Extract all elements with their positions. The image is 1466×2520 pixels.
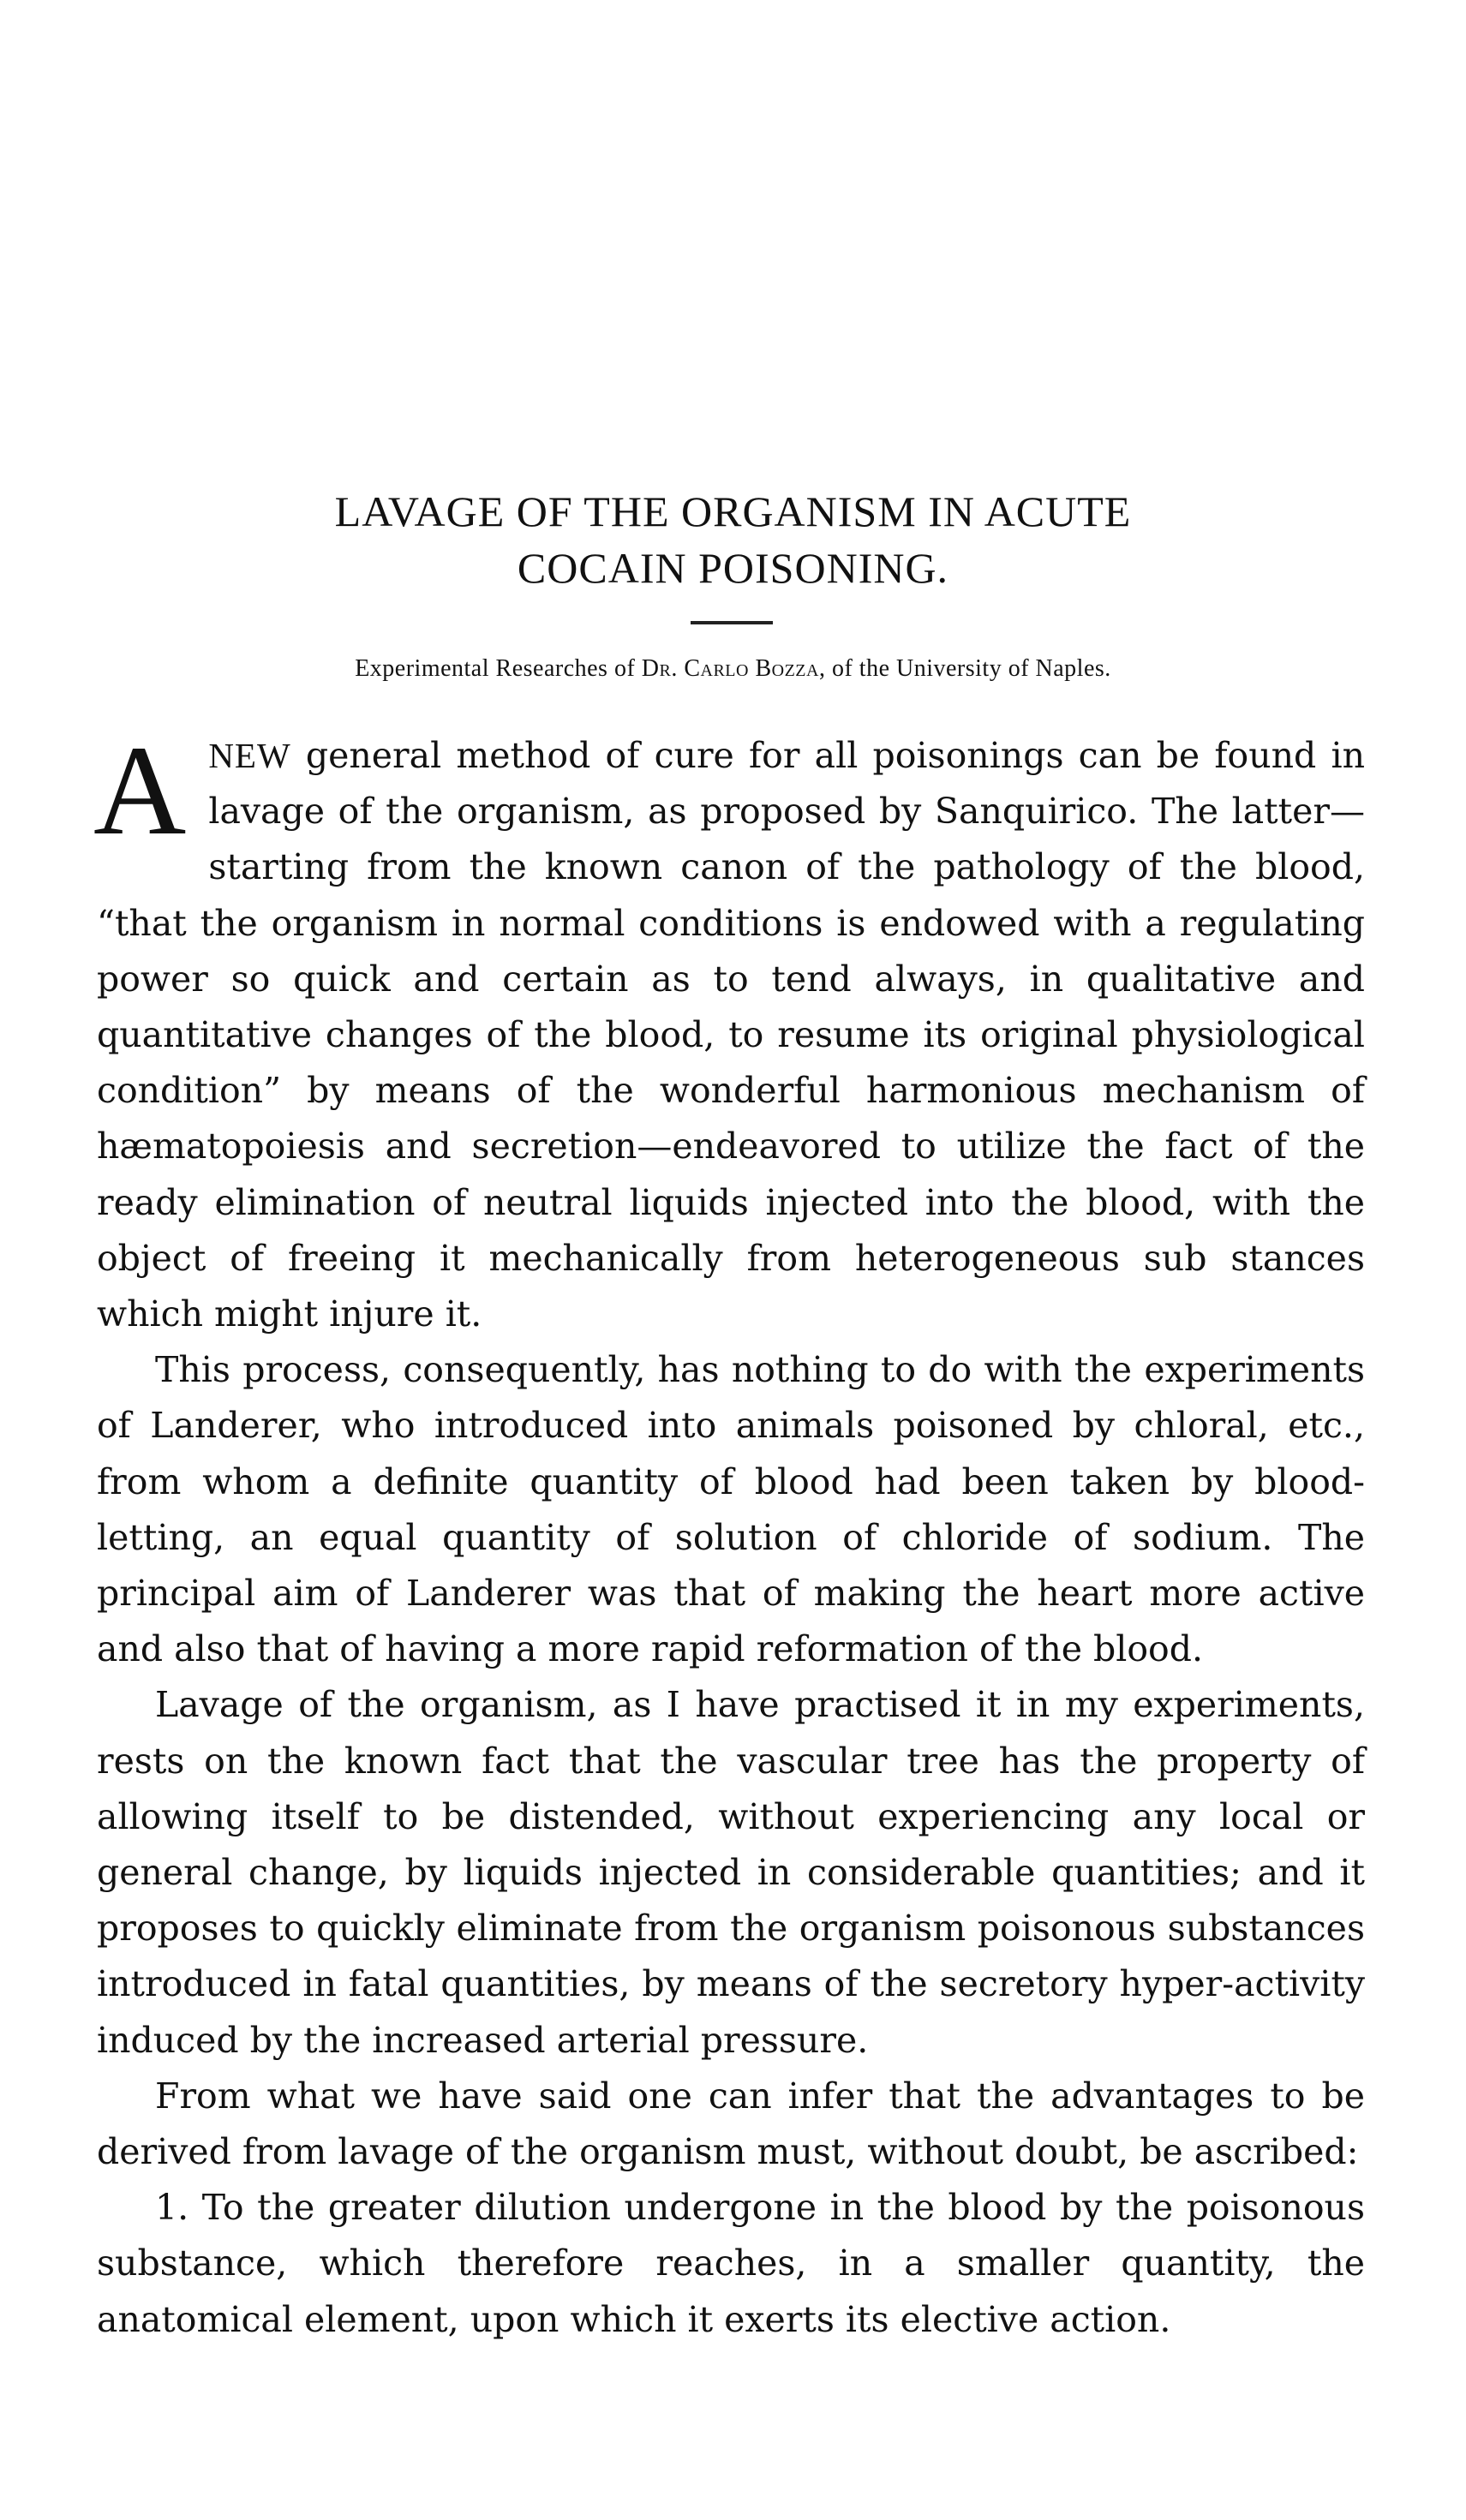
article-title-line-2: COCAIN POISONING. <box>517 544 949 592</box>
byline-prefix: Experimental Researches of <box>355 655 642 682</box>
byline-suffix: of the University of Naples. <box>825 655 1111 682</box>
byline <box>0 655 1466 683</box>
article-title-line-1: LAVAGE OF THE ORGANISM IN ACUTE <box>334 487 1132 535</box>
paragraph-5: 1. To the greater dilution undergone in the blood by the poisonous substance, which therefore reaches, in a smaller quantity, the anatomical element, upon which it exerts its elective action. <box>97 2187 1365 2340</box>
byline-author: Dr. Carlo Bozza, <box>641 655 826 682</box>
paragraph-1 <box>93 720 1365 1342</box>
paragraph-1-text: general method of cure for all poisonings can be found in lavage of the organism, as proposed by Sanquirico. The latter—starting from the known canon of the pathology of the blood, “that the organism in normal conditions is endowed with a regulating power so quick and certain as to tend always, in qualitative and quantitative changes of the blood, to resume its original physiological condition” by means of the wonderful harmonious mechanism of hæmatopoiesis and secretion—endeavored to utilize the fact of the ready elimination of neutral liquids injected into the blood, with the object of freeing it mechanically from heterogeneous sub stances which might injure it. <box>97 735 1365 1335</box>
paragraph-2: This process, consequently, has nothing to do with the experiments of Landerer, who introduced into animals poisoned by chloral, etc., from whom a definite quantity of blood had been taken by blood-letting, an equal quantity of solution of chloride of sodium. The principal aim of Landerer was that of making the heart more active and also that of having a more rapid reformation of the blood. <box>97 1349 1365 1670</box>
paragraph-3: Lavage of the organism, as I have practised it in my experiments, rests on the known fact that the vascular tree has the property of allowing itself to be distended, without experiencing any local or general change, by liquids injected in considerable quantities; and it proposes to quickly eliminate from the organism poisonous substances introduced in fatal quantities, by means of the secretory hyper-activity induced by the increased arterial pressure. <box>97 1684 1365 2061</box>
lead-word: NEW <box>208 736 291 775</box>
paragraph-4: From what we have said one can infer that the advantages to be derived from lavage of the organism must, without doubt, be ascribed: <box>97 2075 1365 2173</box>
drop-cap: A <box>93 720 187 862</box>
title-divider <box>691 621 773 624</box>
article-body <box>93 720 1365 2348</box>
